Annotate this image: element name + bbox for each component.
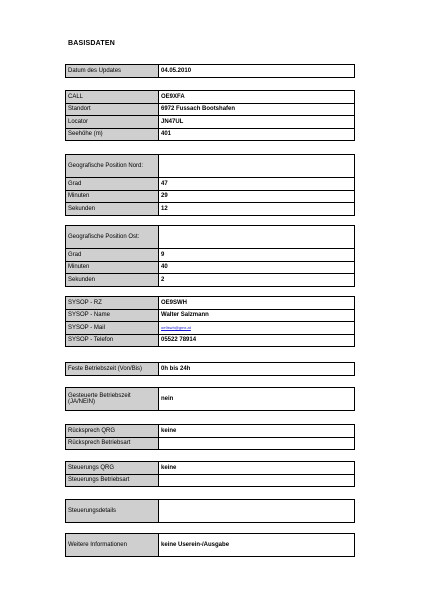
steuerung-qrg-label: Steuerungs QRG [66,462,159,475]
table-row [66,178,355,191]
position-nord-table [65,154,355,216]
table-row [66,155,355,178]
ost-sekunden-value: 2 [159,274,355,287]
weitere-informationen-label: Weitere Informationen [66,534,159,557]
table-row [66,261,355,274]
nord-header-value [159,155,355,178]
weitere-informationen-value: keine Userein-/Ausgabe [159,534,355,557]
table-row [66,309,355,322]
ost-minuten-label: Minuten [66,261,159,274]
position-ost-table [65,225,355,287]
table-row [66,203,355,216]
ost-sekunden-label: Sekunden [66,274,159,287]
nord-sekunden-value: 12 [159,203,355,216]
update-label: Datum des Updates [66,65,159,78]
locator-label: Locator [66,116,159,129]
seehoehe-label: Seehöhe (m) [66,128,159,141]
gesteuert-label: Gesteuerte Betriebszeit (JA/NEIN) [66,388,159,411]
table-row [66,128,355,141]
gesteuert-value: nein [159,388,355,411]
table-row [66,65,355,78]
call-label: CALL [66,91,159,104]
station-table [65,90,355,141]
seehoehe-value: 401 [159,128,355,141]
sysop-rz-label: SYSOP - RZ [66,297,159,310]
sysop-telefon-value: 05522 78914 [159,334,355,347]
sysop-table [65,296,355,347]
sysop-name-label: SYSOP - Name [66,309,159,322]
table-row [66,363,355,376]
call-value: OE9XFA [159,91,355,104]
page-title: BASISDATEN [68,40,115,47]
steuerung-table [65,461,355,487]
ost-grad-value: 9 [159,249,355,262]
update-table [65,64,355,78]
table-row [66,462,355,475]
table-row [66,322,355,335]
table-row [66,116,355,129]
table-row [66,534,355,557]
sysop-rz-value: OE9SWH [159,297,355,310]
ruecksprech-table [65,424,355,450]
ost-minuten-value: 40 [159,261,355,274]
nord-header: Geografische Position Nord: [66,155,159,178]
betriebszeit-table [65,362,355,376]
steuerungsdetails-table [65,499,355,523]
gesteuert-table [65,387,355,411]
table-row [66,388,355,411]
ruecksprech-qrg-value: keine [159,425,355,438]
table-row [66,437,355,450]
table-row [66,500,355,523]
table-row [66,190,355,203]
betriebszeit-label: Feste Betriebszeit (Von/Bis) [66,363,159,376]
nord-grad-label: Grad [66,178,159,191]
steuerung-betriebsart-value [159,474,355,487]
ruecksprech-betriebsart-value [159,437,355,450]
steuerungsdetails-label: Steuerungsdetails [66,500,159,523]
table-row [66,297,355,310]
ruecksprech-qrg-label: Rücksprech QRG [66,425,159,438]
ost-header-value [159,226,355,249]
table-row [66,226,355,249]
sysop-telefon-label: SYSOP - Telefon [66,334,159,347]
sysop-name-value: Walter Salzmann [159,309,355,322]
ost-grad-label: Grad [66,249,159,262]
steuerung-betriebsart-label: Steuerungs Betriebsart [66,474,159,487]
nord-grad-value: 47 [159,178,355,191]
locator-value: JN47UL [159,116,355,129]
update-value: 04.05.2010 [159,65,355,78]
standort-value: 6972 Fussach Bootshafen [159,103,355,116]
weitere-informationen-table [65,533,355,557]
ost-header: Geografische Position Ost: [66,226,159,249]
standort-label: Standort [66,103,159,116]
sysop-mail-link[interactable]: oe9swh@gmx.at [159,322,355,335]
nord-sekunden-label: Sekunden [66,203,159,216]
table-row [66,249,355,262]
sysop-mail-label: SYSOP - Mail [66,322,159,335]
steuerung-qrg-value: keine [159,462,355,475]
table-row [66,474,355,487]
steuerungsdetails-value [159,500,355,523]
nord-minuten-label: Minuten [66,190,159,203]
table-row [66,425,355,438]
ruecksprech-betriebsart-label: Rücksprech Betriebsart [66,437,159,450]
nord-minuten-value: 29 [159,190,355,203]
betriebszeit-value: 0h bis 24h [159,363,355,376]
table-row [66,274,355,287]
table-row [66,334,355,347]
table-row [66,103,355,116]
table-row [66,91,355,104]
